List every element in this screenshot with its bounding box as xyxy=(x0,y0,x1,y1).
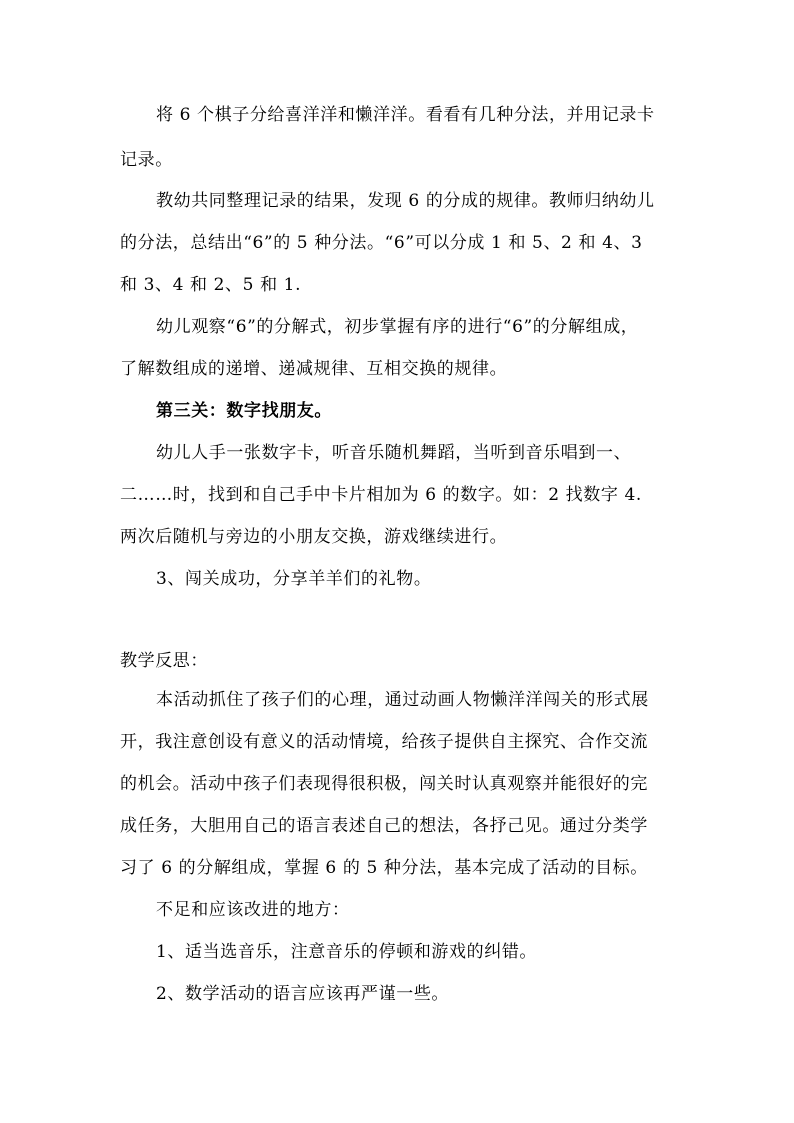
paragraph-line: 将 6 个棋子分给喜洋洋和懒洋洋。看看有几种分法，并用记录卡 xyxy=(156,105,655,125)
paragraph-line: 幼儿观察“6”的分解式，初步掌握有序的进行“6”的分解组成， xyxy=(156,317,639,337)
paragraph-line: 开，我注意创设有意义的活动情境，给孩子提供自主探究、合作交流 xyxy=(120,732,648,752)
paragraph-line: 了解数组成的递增、递减规律、互相交换的规律。 xyxy=(120,359,508,379)
paragraph-line: 不足和应该改进的地方： xyxy=(156,900,350,920)
list-item: 1、适当选音乐，注意音乐的停顿和游戏的纠错。 xyxy=(156,942,538,962)
paragraph-line: 的分法，总结出“6”的 5 种分法。“6”可以分成 1 和 5、2 和 4、3 xyxy=(120,233,643,253)
paragraph-line: 记录。 xyxy=(120,150,173,170)
paragraph-line: 3、闯关成功，分享羊羊们的礼物。 xyxy=(156,569,432,589)
paragraph-line: 二……时，找到和自己手中卡片相加为 6 的数字。如：2 找数字 4. xyxy=(120,485,642,505)
paragraph-line: 教幼共同整理记录的结果，发现 6 的分成的规律。教师归纳幼儿 xyxy=(156,191,655,211)
paragraph-line: 幼儿人手一张数字卡，听音乐随机舞蹈，当听到音乐唱到一、 xyxy=(156,443,632,463)
paragraph-line: 的机会。活动中孩子们表现得很积极，闯关时认真观察并能很好的完 xyxy=(120,774,648,794)
paragraph-line: 习了 6 的分解组成，掌握 6 的 5 种分法，基本完成了活动的目标。 xyxy=(120,858,648,878)
list-item: 2、数学活动的语言应该再严谨一些。 xyxy=(156,984,450,1004)
paragraph-line: 本活动抓住了孩子们的心理，通过动画人物懒洋洋闯关的形式展 xyxy=(156,690,649,710)
paragraph-line: 和 3、4 和 2、5 和 1. xyxy=(120,275,302,295)
paragraph-line: 成任务，大胆用自己的语言表述自己的想法，各抒己见。通过分类学 xyxy=(120,816,648,836)
section-heading: 第三关：数字找朋友。 xyxy=(156,401,332,421)
reflection-heading: 教学反思： xyxy=(120,651,208,671)
paragraph-line: 两次后随机与旁边的小朋友交换，游戏继续进行。 xyxy=(120,527,508,547)
